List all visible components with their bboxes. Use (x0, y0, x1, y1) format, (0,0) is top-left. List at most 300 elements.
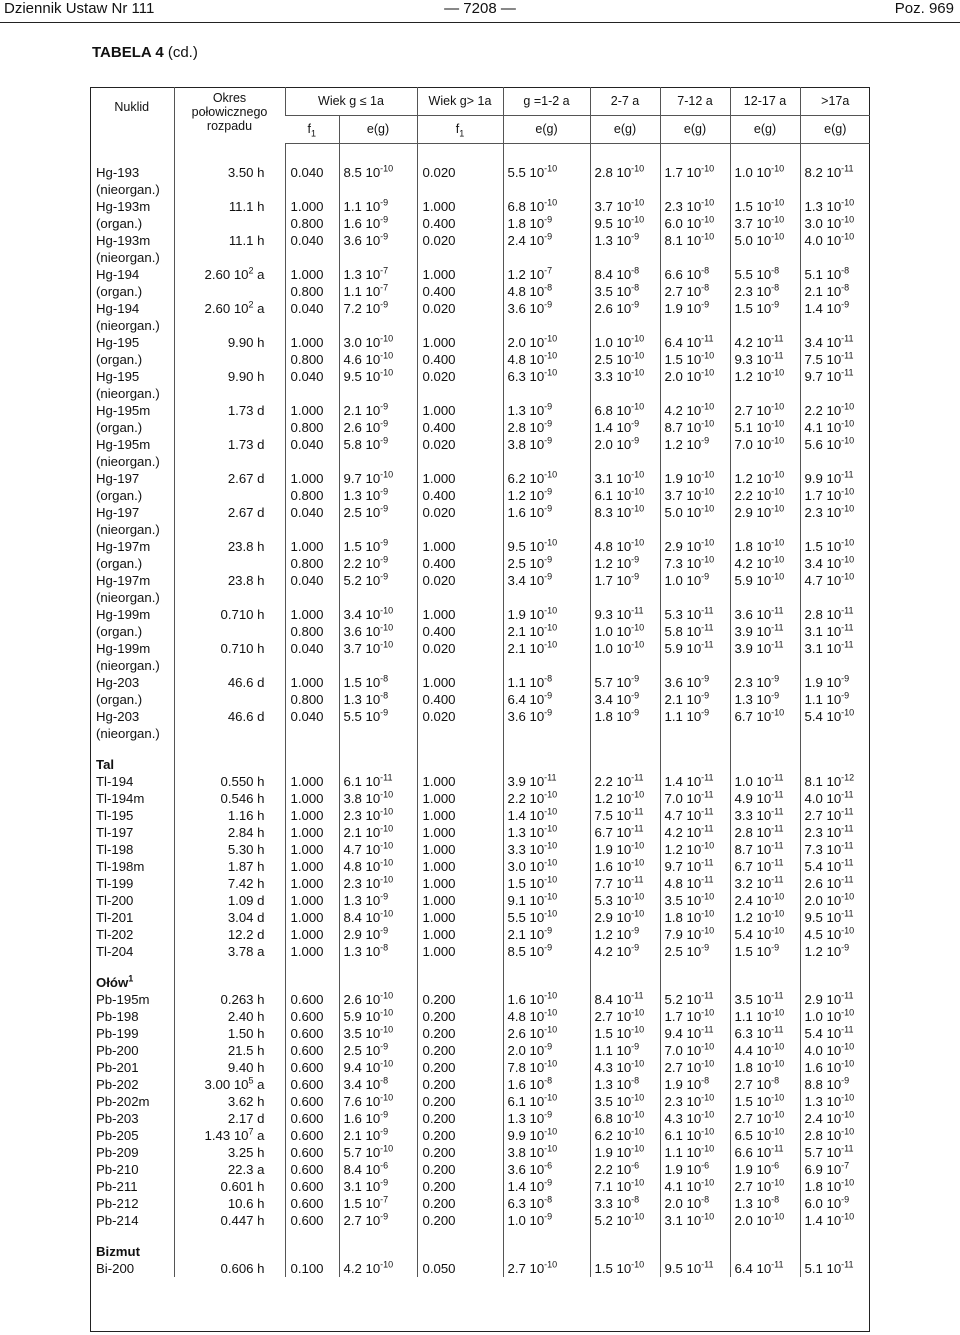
empty-cell (339, 756, 417, 773)
dose-e5: 9.3 $10^{-11}$ (730, 351, 800, 368)
header-half-life: Okres połowicznego rozpadu (174, 87, 285, 144)
table-row (90, 198, 870, 215)
f1-older: 1.000 (417, 875, 503, 892)
dose-e4: 4.1 $10^{-10}$ (660, 1178, 730, 1195)
half-life: 9.40 h (174, 1059, 285, 1076)
table-row (90, 1144, 870, 1161)
empty-cell (417, 521, 503, 538)
f1-older: 0.200 (417, 1161, 503, 1178)
table-row (90, 283, 870, 300)
dose-e6: 5.4 $10^{-10}$ (800, 708, 870, 725)
nuclide-name: Hg-197m (96, 573, 151, 588)
empty-cell (503, 385, 590, 402)
dose-e1: 2.5 $10^{-9}$ (339, 1042, 417, 1059)
dose-e2: 1.2 $10^{-9}$ (503, 487, 590, 504)
dose-e4: 8.1 $10^{-10}$ (660, 232, 730, 249)
dose-e3: 1.5 $10^{-10}$ (590, 1025, 660, 1042)
dose-e5: 4.4 $10^{-10}$ (730, 1042, 800, 1059)
dose-e5: 1.0 $10^{-11}$ (730, 773, 800, 790)
dose-e6: 1.4 $10^{-10}$ (800, 1212, 870, 1229)
empty-cell (339, 657, 417, 674)
nuclide-form: (organ.) (96, 488, 143, 503)
spacer-cell (660, 960, 730, 974)
spacer-cell (417, 1229, 503, 1243)
dose-e1: 2.3 $10^{-10}$ (339, 807, 417, 824)
spacer-cell (174, 144, 285, 165)
dose-e4: 8.7 $10^{-10}$ (660, 419, 730, 436)
table-row (90, 521, 870, 538)
dose-e2: 5.5 $10^{-10}$ (503, 164, 590, 181)
f1-older: 0.050 (417, 1260, 503, 1277)
dose-e4: 1.9 $10^{-10}$ (660, 470, 730, 487)
spacer-cell (503, 960, 590, 974)
dose-e6: 2.7 $10^{-11}$ (800, 807, 870, 824)
dose-e4: 2.3 $10^{-10}$ (660, 1093, 730, 1110)
dose-e6: 1.2 $10^{-9}$ (800, 943, 870, 960)
dose-e3: 5.7 $10^{-9}$ (590, 674, 660, 691)
dose-e3: 3.3 $10^{-10}$ (590, 368, 660, 385)
empty-cell (417, 249, 503, 266)
dose-e6: 2.4 $10^{-10}$ (800, 1110, 870, 1127)
f1-infant: 1.000 (285, 470, 339, 487)
dose-e6: 6.9 $10^{-7}$ (800, 1161, 870, 1178)
header-f1-older: $f_1$ (417, 116, 503, 144)
f1-infant: 0.800 (285, 691, 339, 708)
dose-e6: 1.3 $10^{-10}$ (800, 1093, 870, 1110)
dose-e3: 3.1 $10^{-10}$ (590, 470, 660, 487)
f1-infant: 0.040 (285, 368, 339, 385)
half-life: 1.87 h (174, 858, 285, 875)
half-life: 3.25 h (174, 1144, 285, 1161)
f1-infant: 0.600 (285, 1161, 339, 1178)
f1-older: 1.000 (417, 892, 503, 909)
dose-e4: 5.0 $10^{-10}$ (660, 504, 730, 521)
dose-e2: 4.8 $10^{-10}$ (503, 1008, 590, 1025)
dose-e5: 1.3 $10^{-9}$ (730, 691, 800, 708)
f1-infant: 0.100 (285, 1260, 339, 1277)
half-life: 2.40 h (174, 1008, 285, 1025)
dose-e6: 2.3 $10^{-11}$ (800, 824, 870, 841)
table-row (90, 419, 870, 436)
f1-older: 0.400 (417, 487, 503, 504)
dose-e5: 3.7 $10^{-10}$ (730, 215, 800, 232)
half-life: 46.6 d (174, 674, 285, 691)
empty-cell (503, 249, 590, 266)
dose-e1: 3.4 $10^{-8}$ (339, 1076, 417, 1093)
nuclide-name: Pb-203 (96, 1111, 139, 1126)
nuclide-name: Hg-197m (96, 539, 151, 554)
f1-older: 1.000 (417, 773, 503, 790)
dose-e1: 9.4 $10^{-10}$ (339, 1059, 417, 1076)
dose-e5: 3.3 $10^{-11}$ (730, 807, 800, 824)
table-row (90, 657, 870, 674)
table-row (90, 708, 870, 725)
dose-e3: 9.3 $10^{-11}$ (590, 606, 660, 623)
f1-infant: 0.600 (285, 1008, 339, 1025)
spacer-cell (339, 1229, 417, 1243)
table-row (90, 725, 870, 742)
dose-e6: 3.4 $10^{-11}$ (800, 334, 870, 351)
dose-e1: 5.8 $10^{-9}$ (339, 436, 417, 453)
empty-cell (503, 974, 590, 991)
empty-cell (800, 589, 870, 606)
header-g17: >17a (800, 87, 870, 116)
f1-older: 0.200 (417, 1144, 503, 1161)
header-f1-infant: $f_1$ (285, 116, 339, 144)
dose-e4: 3.1 $10^{-10}$ (660, 1212, 730, 1229)
f1-older: 1.000 (417, 858, 503, 875)
table-row (90, 1059, 870, 1076)
dose-e4: 1.8 $10^{-10}$ (660, 909, 730, 926)
dose-e6: 3.1 $10^{-11}$ (800, 640, 870, 657)
nuclide-name: Pb-200 (96, 1043, 139, 1058)
nuclide-form: (nieorgan.) (96, 250, 160, 265)
dose-e5: 2.9 $10^{-10}$ (730, 504, 800, 521)
empty-cell (285, 1243, 339, 1260)
dose-e6: 4.0 $10^{-10}$ (800, 232, 870, 249)
empty-cell (339, 453, 417, 470)
dose-e6: 4.1 $10^{-10}$ (800, 419, 870, 436)
dose-e3: 8.4 $10^{-11}$ (590, 991, 660, 1008)
nuclide-name: Pb-209 (96, 1145, 139, 1160)
f1-infant: 0.800 (285, 555, 339, 572)
nuclide-name: Tl-204 (96, 944, 134, 959)
dose-e4: 6.4 $10^{-11}$ (660, 334, 730, 351)
dose-e3: 4.3 $10^{-10}$ (590, 1059, 660, 1076)
dose-e1: 1.6 $10^{-9}$ (339, 215, 417, 232)
dose-e5: 6.4 $10^{-11}$ (730, 1260, 800, 1277)
nuclide-name: Tl-195 (96, 808, 134, 823)
f1-older: 1.000 (417, 824, 503, 841)
spacer-row (90, 742, 870, 756)
nuclide-name: Pb-202 (96, 1077, 139, 1092)
dose-e4: 2.7 $10^{-8}$ (660, 283, 730, 300)
f1-infant: 1.000 (285, 875, 339, 892)
dose-e6: 7.5 $10^{-11}$ (800, 351, 870, 368)
nuclide-form: (organ.) (96, 284, 143, 299)
nuclide-form: (organ.) (96, 692, 143, 707)
half-life: 12.2 d (174, 926, 285, 943)
dose-e5: 2.7 $10^{-8}$ (730, 1076, 800, 1093)
dose-e6: 2.3 $10^{-10}$ (800, 504, 870, 521)
dose-e4: 5.2 $10^{-11}$ (660, 991, 730, 1008)
nuclide-name: Hg-203 (96, 709, 140, 724)
spacer-cell (285, 742, 339, 756)
dose-e2: 4.8 $10^{-10}$ (503, 351, 590, 368)
f1-infant: 0.040 (285, 232, 339, 249)
dose-e4: 4.8 $10^{-11}$ (660, 875, 730, 892)
dose-e3: 2.9 $10^{-10}$ (590, 909, 660, 926)
header-eg-g712: e(g) (660, 116, 730, 144)
dose-e1: 2.1 $10^{-10}$ (339, 824, 417, 841)
half-life: 0.447 h (174, 1212, 285, 1229)
dose-e3: 1.8 $10^{-9}$ (590, 708, 660, 725)
dose-coefficient-table (90, 87, 870, 1277)
dose-e6: 5.1 $10^{-8}$ (800, 266, 870, 283)
empty-cell (417, 974, 503, 991)
half-life: 1.73 d (174, 436, 285, 453)
half-life: 5.30 h (174, 841, 285, 858)
empty-cell (660, 589, 730, 606)
dose-e1: 5.5 $10^{-9}$ (339, 708, 417, 725)
f1-infant: 1.000 (285, 807, 339, 824)
half-life: 2.67 d (174, 504, 285, 521)
f1-older: 0.200 (417, 1076, 503, 1093)
empty-cell (660, 974, 730, 991)
dose-e5: 5.0 $10^{-10}$ (730, 232, 800, 249)
empty-cell (285, 181, 339, 198)
half-life: 10.6 h (174, 1195, 285, 1212)
half-life: 1.43 $10^7$ a (174, 1127, 285, 1144)
dose-e2: 2.2 $10^{-10}$ (503, 790, 590, 807)
nuclide-name: Tl-194m (96, 791, 145, 806)
nuclide-name: Tl-199 (96, 876, 134, 891)
dose-e5: 6.7 $10^{-11}$ (730, 858, 800, 875)
empty-cell (417, 317, 503, 334)
half-life: 2.84 h (174, 824, 285, 841)
f1-infant: 1.000 (285, 841, 339, 858)
empty-cell (660, 1243, 730, 1260)
spacer-cell (503, 742, 590, 756)
dose-e4: 6.1 $10^{-10}$ (660, 1127, 730, 1144)
empty-cell (730, 249, 800, 266)
header-age-gt1: Wiek g> 1a (417, 87, 503, 116)
empty-cell (503, 317, 590, 334)
spacer-row (90, 144, 870, 165)
f1-older: 0.020 (417, 436, 503, 453)
empty-cell (285, 657, 339, 674)
dose-e6: 2.2 $10^{-10}$ (800, 402, 870, 419)
header-eg-g12: e(g) (503, 116, 590, 144)
f1-older: 1.000 (417, 334, 503, 351)
dose-e6: 5.6 $10^{-10}$ (800, 436, 870, 453)
dose-e4: 2.0 $10^{-8}$ (660, 1195, 730, 1212)
dose-e4: 9.4 $10^{-11}$ (660, 1025, 730, 1042)
dose-e6: 4.5 $10^{-10}$ (800, 926, 870, 943)
dose-e4: 1.9 $10^{-6}$ (660, 1161, 730, 1178)
dose-e4: 1.1 $10^{-10}$ (660, 1144, 730, 1161)
f1-infant: 1.000 (285, 538, 339, 555)
half-life: 23.8 h (174, 572, 285, 589)
dose-e1: 1.5 $10^{-7}$ (339, 1195, 417, 1212)
dose-e2: 6.8 $10^{-10}$ (503, 198, 590, 215)
empty-cell (339, 249, 417, 266)
dose-e3: 6.8 $10^{-10}$ (590, 1110, 660, 1127)
dose-e5: 3.9 $10^{-11}$ (730, 623, 800, 640)
dose-e5: 3.9 $10^{-11}$ (730, 640, 800, 657)
f1-older: 0.020 (417, 640, 503, 657)
dose-e2: 3.3 $10^{-10}$ (503, 841, 590, 858)
f1-infant: 0.600 (285, 1195, 339, 1212)
dose-e3: 1.0 $10^{-10}$ (590, 640, 660, 657)
empty-cell (800, 756, 870, 773)
dose-e2: 6.1 $10^{-10}$ (503, 1093, 590, 1110)
table-row (90, 875, 870, 892)
nuclide-name: Tl-194 (96, 774, 134, 789)
dose-e3: 4.2 $10^{-9}$ (590, 943, 660, 960)
spacer-cell (339, 144, 417, 165)
nuclide-name: Pb-212 (96, 1196, 139, 1211)
dose-e5: 3.5 $10^{-11}$ (730, 991, 800, 1008)
dose-e4: 4.2 $10^{-10}$ (660, 402, 730, 419)
f1-older: 1.000 (417, 606, 503, 623)
journal-name: Dziennik Ustaw Nr 111 (4, 0, 155, 17)
f1-older: 0.400 (417, 283, 503, 300)
dose-e4: 9.7 $10^{-11}$ (660, 858, 730, 875)
half-life-empty (174, 725, 285, 742)
dose-e6: 2.9 $10^{-11}$ (800, 991, 870, 1008)
empty-cell (174, 756, 285, 773)
header-eg-g1217: e(g) (730, 116, 800, 144)
empty-cell (417, 756, 503, 773)
dose-e4: 2.9 $10^{-10}$ (660, 538, 730, 555)
table-body (90, 144, 870, 1278)
half-life-empty (174, 385, 285, 402)
half-life-empty (174, 249, 285, 266)
empty-cell (339, 974, 417, 991)
f1-older: 0.020 (417, 504, 503, 521)
table-row (90, 504, 870, 521)
dose-e3: 3.5 $10^{-10}$ (590, 1093, 660, 1110)
half-life: 2.17 d (174, 1110, 285, 1127)
empty-cell (660, 249, 730, 266)
spacer-cell (90, 1229, 174, 1243)
f1-infant: 0.800 (285, 623, 339, 640)
nuclide-form: (nieorgan.) (96, 658, 160, 673)
table-row (90, 640, 870, 657)
dose-e5: 6.7 $10^{-10}$ (730, 708, 800, 725)
half-life: 2.60 $10^2$ a (174, 300, 285, 317)
dose-e2: 3.6 $10^{-9}$ (503, 708, 590, 725)
dose-e1: 3.8 $10^{-10}$ (339, 790, 417, 807)
table-row (90, 892, 870, 909)
table-row (90, 436, 870, 453)
dose-e3: 8.4 $10^{-8}$ (590, 266, 660, 283)
half-life: 9.90 h (174, 334, 285, 351)
half-life: 3.50 h (174, 164, 285, 181)
half-life-empty (174, 215, 285, 232)
dose-e1: 5.7 $10^{-10}$ (339, 1144, 417, 1161)
f1-infant: 1.000 (285, 943, 339, 960)
dose-e6: 8.2 $10^{-11}$ (800, 164, 870, 181)
half-life: 3.00 $10^5$ a (174, 1076, 285, 1093)
dose-e5: 2.2 $10^{-10}$ (730, 487, 800, 504)
dose-e1: 1.3 $10^{-8}$ (339, 943, 417, 960)
half-life-empty (174, 589, 285, 606)
f1-older: 1.000 (417, 943, 503, 960)
empty-cell (800, 1243, 870, 1260)
empty-cell (590, 1243, 660, 1260)
empty-cell (730, 1243, 800, 1260)
empty-cell (503, 589, 590, 606)
group-name: Ołów$^1$ (96, 974, 134, 990)
half-life-empty (174, 317, 285, 334)
table-row (90, 1008, 870, 1025)
dose-e5: 2.7 $10^{-10}$ (730, 1178, 800, 1195)
f1-older: 1.000 (417, 926, 503, 943)
nuclide-form: (nieorgan.) (96, 454, 160, 469)
table-row (90, 368, 870, 385)
spacer-cell (800, 1229, 870, 1243)
dose-e6: 7.3 $10^{-11}$ (800, 841, 870, 858)
dose-e5: 4.2 $10^{-10}$ (730, 555, 800, 572)
empty-cell (660, 317, 730, 334)
dose-e1: 2.2 $10^{-9}$ (339, 555, 417, 572)
dose-e4: 1.9 $10^{-8}$ (660, 1076, 730, 1093)
dose-e1: 1.5 $10^{-8}$ (339, 674, 417, 691)
dose-e2: 1.4 $10^{-10}$ (503, 807, 590, 824)
empty-cell (590, 385, 660, 402)
dose-e2: 5.5 $10^{-10}$ (503, 909, 590, 926)
empty-cell (174, 1243, 285, 1260)
half-life: 7.42 h (174, 875, 285, 892)
half-life-empty (174, 181, 285, 198)
nuclide-name: Hg-203 (96, 675, 140, 690)
dose-e5: 6.6 $10^{-11}$ (730, 1144, 800, 1161)
table-row (90, 589, 870, 606)
dose-e5: 2.4 $10^{-10}$ (730, 892, 800, 909)
dose-e2: 9.9 $10^{-10}$ (503, 1127, 590, 1144)
empty-cell (503, 181, 590, 198)
dose-e1: 4.7 $10^{-10}$ (339, 841, 417, 858)
dose-e4: 1.2 $10^{-9}$ (660, 436, 730, 453)
f1-infant: 1.000 (285, 773, 339, 790)
nuclide-name: Pb-205 (96, 1128, 139, 1143)
empty-cell (800, 657, 870, 674)
dose-e2: 1.6 $10^{-8}$ (503, 1076, 590, 1093)
half-life: 0.606 h (174, 1260, 285, 1277)
dose-e5: 5.9 $10^{-10}$ (730, 572, 800, 589)
dose-e4: 2.7 $10^{-10}$ (660, 1059, 730, 1076)
table-row (90, 623, 870, 640)
table-row (90, 1212, 870, 1229)
empty-cell (285, 725, 339, 742)
dose-e1: 1.3 $10^{-9}$ (339, 892, 417, 909)
table-row (90, 841, 870, 858)
table-row (90, 470, 870, 487)
empty-cell (174, 974, 285, 991)
half-life: 9.90 h (174, 368, 285, 385)
dose-e3: 1.9 $10^{-10}$ (590, 1144, 660, 1161)
f1-infant: 1.000 (285, 402, 339, 419)
dose-e5: 1.2 $10^{-10}$ (730, 470, 800, 487)
group-heading-row (90, 1243, 870, 1260)
f1-infant: 0.040 (285, 640, 339, 657)
f1-infant: 1.000 (285, 858, 339, 875)
dose-e2: 2.4 $10^{-9}$ (503, 232, 590, 249)
dose-e4: 7.0 $10^{-10}$ (660, 1042, 730, 1059)
empty-cell (417, 725, 503, 742)
f1-infant: 1.000 (285, 674, 339, 691)
spacer-cell (339, 960, 417, 974)
dose-e2: 1.4 $10^{-9}$ (503, 1178, 590, 1195)
spacer-cell (285, 1229, 339, 1243)
half-life: 22.3 a (174, 1161, 285, 1178)
f1-infant: 0.600 (285, 1042, 339, 1059)
f1-infant: 0.800 (285, 487, 339, 504)
dose-e1: 3.7 $10^{-10}$ (339, 640, 417, 657)
dose-e3: 1.0 $10^{-10}$ (590, 334, 660, 351)
dose-e2: 1.8 $10^{-9}$ (503, 215, 590, 232)
dose-e3: 1.2 $10^{-9}$ (590, 555, 660, 572)
table-row (90, 385, 870, 402)
half-life: 0.710 h (174, 640, 285, 657)
empty-cell (590, 589, 660, 606)
dose-e4: 1.7 $10^{-10}$ (660, 1008, 730, 1025)
dose-e5: 3.2 $10^{-11}$ (730, 875, 800, 892)
half-life: 0.710 h (174, 606, 285, 623)
table-row (90, 807, 870, 824)
